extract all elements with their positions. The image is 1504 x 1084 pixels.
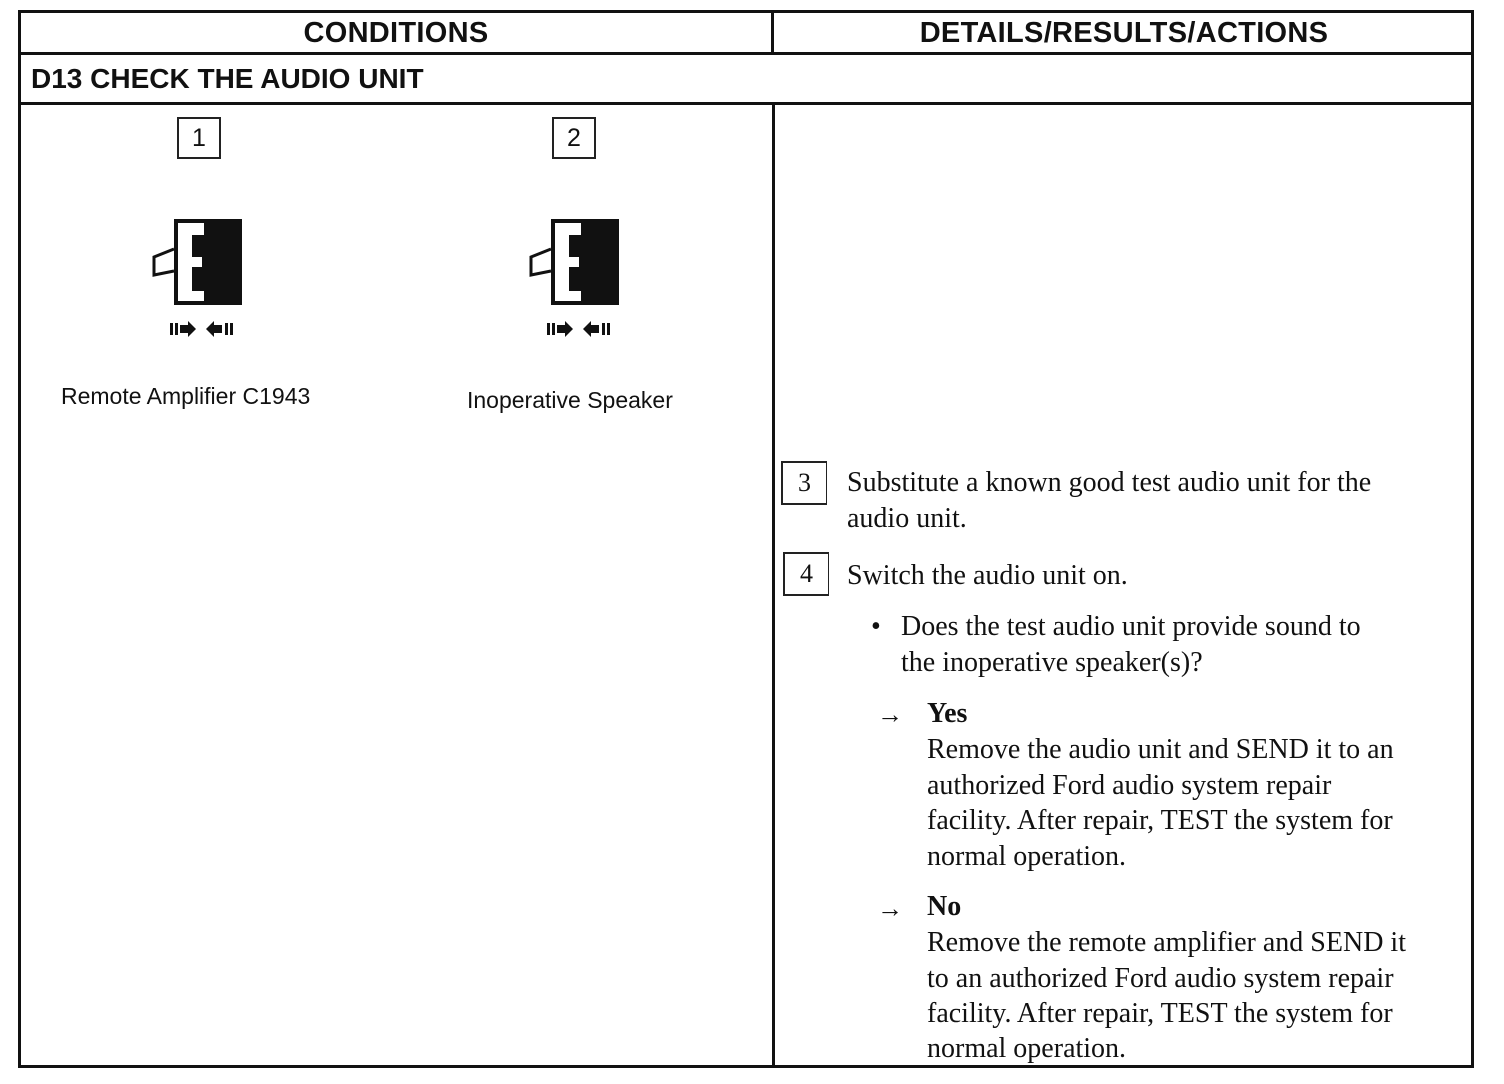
arrow-right-icon: → [877,700,903,729]
answer-text: Remove the audio unit and SEND it to an [927,734,1394,765]
section-row [21,55,1471,105]
details-header: DETAILS/RESULTS/ACTIONS [919,17,1329,49]
action-text: Switch the audio unit on. [847,560,1128,591]
bullet: • [871,611,881,642]
answer-label: No [927,891,962,922]
section-title: D13 CHECK THE AUDIO UNIT [31,63,424,94]
answer-text: to an authorized Ford audio system repair [927,963,1394,994]
step-number-box: 4 [783,552,829,596]
step-number-box: 1 [177,117,221,159]
connector-disconnect-icon [146,213,246,343]
question-text: the inoperative speaker(s)? [901,647,1203,678]
step-number-box: 2 [552,117,596,159]
answer-text: authorized Ford audio system repair [927,770,1332,801]
answer-label: Yes [927,698,968,729]
answer-text: normal operation. [927,841,1127,872]
answer-text: Remove the remote amplifier and SEND it [927,927,1406,958]
step-number-box: 3 [781,461,827,505]
action-text: audio unit. [847,503,967,534]
column-divider [772,105,775,1068]
condition-label: Remote Amplifier C1943 [61,383,311,409]
diagnostic-table [18,10,1474,1068]
answer-text: facility. After repair, TEST the system for [927,805,1393,836]
connector-disconnect-icon [523,213,623,343]
action-text: Substitute a known good test audio unit for the [847,467,1372,498]
condition-label: Inoperative Speaker [467,387,673,413]
answer-text: facility. After repair, TEST the system for [927,998,1393,1029]
answer-text: normal operation. [927,1033,1127,1064]
table-header-row [21,13,1471,55]
question-text: Does the test audio unit provide sound to [901,611,1361,642]
conditions-header: CONDITIONS [303,17,489,49]
arrow-right-icon: → [877,894,903,923]
